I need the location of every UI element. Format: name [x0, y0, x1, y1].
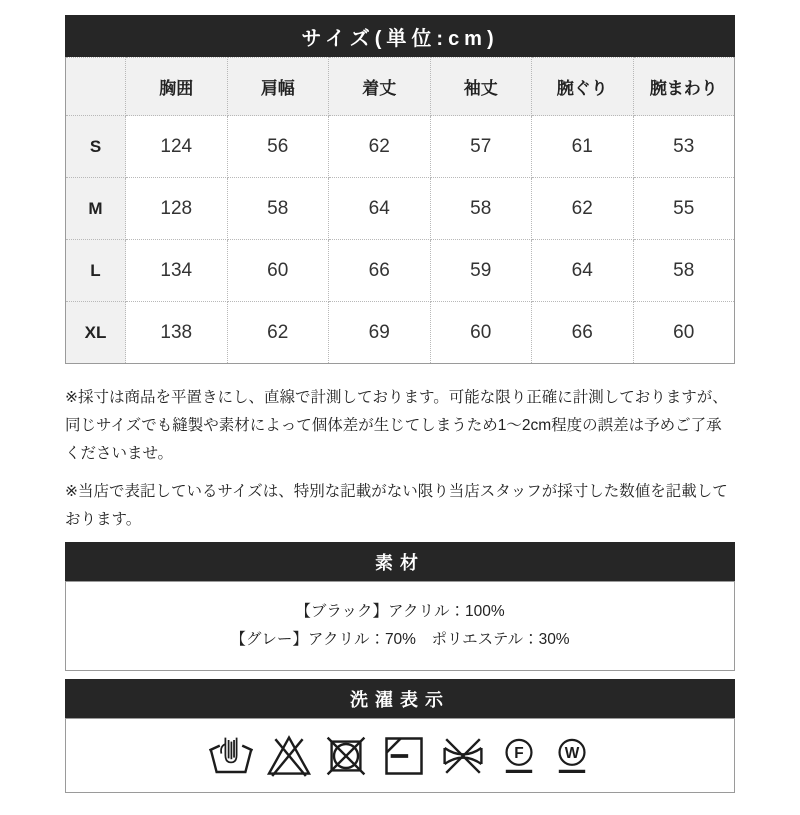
- do-not-wring-icon: [438, 732, 488, 780]
- column-header-1: 肩幅: [227, 58, 329, 116]
- size-value-XL-0: 138: [126, 302, 228, 364]
- size-value-M-1: 58: [227, 178, 329, 240]
- size-value-L-0: 134: [126, 240, 228, 302]
- material-line-gray: 【グレー】アクリル：70% ポリエステル：30%: [230, 631, 570, 648]
- do-not-bleach-icon: [265, 732, 313, 780]
- size-table: [65, 57, 735, 364]
- care-symbol-box: [65, 718, 735, 793]
- size-value-S-1: 56: [227, 116, 329, 178]
- column-header-5: 腕まわり: [633, 58, 735, 116]
- wet-clean-icon: [550, 732, 594, 780]
- size-row-XL: [66, 302, 735, 364]
- material-box: [65, 581, 735, 671]
- size-row-L: [66, 240, 735, 302]
- size-value-L-2: 66: [329, 240, 431, 302]
- size-row-M: [66, 178, 735, 240]
- size-table-body: [66, 116, 735, 364]
- size-value-L-3: 59: [430, 240, 532, 302]
- dry-flat-in-shade-icon: [379, 731, 429, 781]
- size-table-corner-cell: [66, 58, 126, 116]
- material-section-header: [65, 542, 735, 581]
- material-line-black: 【ブラック】アクリル：100%: [295, 603, 505, 620]
- measurement-note: ※採寸は商品を平置きにし、直線で計測しております。可能な限り正確に計測しておりますが、同じサイズでも縫製や素材によって個体差が生じてしまうため1～2cm程度の誤差は予めご了承くださいませ。: [65, 389, 728, 462]
- size-row-S: [66, 116, 735, 178]
- staff-measurement-note: ※当店で表記しているサイズは、特別な記載がない限り当店スタッフが採寸した数値を記載しております。: [65, 483, 728, 528]
- dry-clean-petroleum-icon: [497, 732, 541, 780]
- size-value-M-3: 58: [430, 178, 532, 240]
- size-value-L-5: 58: [633, 240, 735, 302]
- care-section-header: [65, 679, 735, 718]
- size-label-S: S: [66, 116, 126, 178]
- dry-clean-letter: F: [514, 744, 524, 762]
- size-label-L: L: [66, 240, 126, 302]
- size-value-S-3: 57: [430, 116, 532, 178]
- column-header-2: 着丈: [329, 58, 431, 116]
- column-header-3: 袖丈: [430, 58, 532, 116]
- size-value-M-4: 62: [532, 178, 634, 240]
- size-section-header: [65, 15, 735, 57]
- column-header-0: 胸囲: [126, 58, 228, 116]
- material-section-title: 素材: [375, 552, 425, 573]
- size-value-XL-1: 62: [227, 302, 329, 364]
- size-value-M-5: 55: [633, 178, 735, 240]
- column-header-4: 腕ぐり: [532, 58, 634, 116]
- size-value-XL-3: 60: [430, 302, 532, 364]
- wet-clean-letter: W: [564, 744, 580, 762]
- size-value-M-0: 128: [126, 178, 228, 240]
- size-label-XL: XL: [66, 302, 126, 364]
- size-value-XL-5: 60: [633, 302, 735, 364]
- size-value-XL-2: 69: [329, 302, 431, 364]
- size-value-S-4: 61: [532, 116, 634, 178]
- do-not-tumble-dry-icon: [322, 732, 370, 780]
- size-value-XL-4: 66: [532, 302, 634, 364]
- size-value-L-4: 64: [532, 240, 634, 302]
- size-table-header-row: [66, 58, 735, 116]
- size-value-S-5: 53: [633, 116, 735, 178]
- size-value-S-2: 62: [329, 116, 431, 178]
- hand-wash-icon: [206, 732, 256, 780]
- product-info-page: [65, 15, 735, 793]
- size-value-S-0: 124: [126, 116, 228, 178]
- size-value-M-2: 64: [329, 178, 431, 240]
- size-section-title: サイズ(単位:cm): [301, 27, 499, 50]
- size-value-L-1: 60: [227, 240, 329, 302]
- size-label-M: M: [66, 178, 126, 240]
- care-section-title: 洗濯表示: [350, 689, 450, 710]
